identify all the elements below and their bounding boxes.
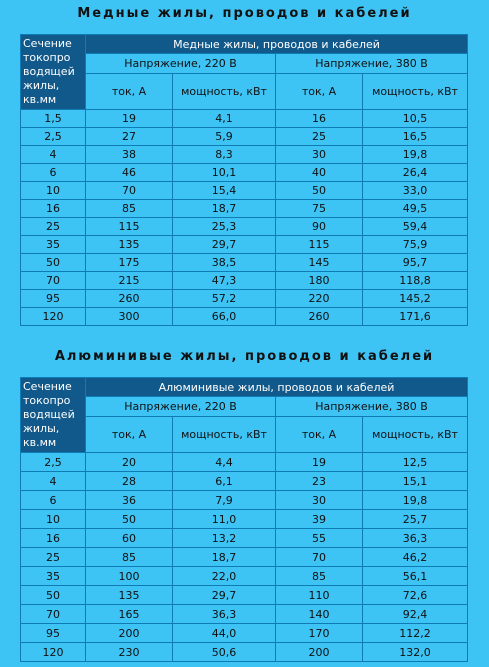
power-header: мощность, кВт	[363, 417, 467, 452]
current-220-cell: 260	[86, 290, 172, 307]
table-row	[21, 110, 467, 127]
current-380-cell: 90	[276, 218, 362, 235]
power-220-cell: 4,1	[173, 110, 275, 127]
power-220-cell: 13,2	[173, 529, 275, 547]
power-220-cell: 5,9	[173, 128, 275, 145]
cross-section-cell: 4	[21, 472, 85, 490]
table-row	[21, 491, 467, 509]
voltage-380-header: Напряжение, 380 В	[276, 397, 467, 416]
current-220-cell: 38	[86, 146, 172, 163]
power-380-cell: 59,4	[363, 218, 467, 235]
power-220-cell: 38,5	[173, 254, 275, 271]
table-row	[21, 290, 467, 307]
current-380-cell: 140	[276, 605, 362, 623]
power-380-cell: 26,4	[363, 164, 467, 181]
power-380-cell: 12,5	[363, 453, 467, 471]
current-220-cell: 27	[86, 128, 172, 145]
table-row	[21, 605, 467, 623]
current-380-cell: 39	[276, 510, 362, 528]
power-380-cell: 19,8	[363, 146, 467, 163]
table-row	[21, 510, 467, 528]
cross-section-cell: 4	[21, 146, 85, 163]
current-header: ток, А	[86, 74, 172, 109]
cross-section-cell: 16	[21, 200, 85, 217]
power-380-cell: 145,2	[363, 290, 467, 307]
current-380-cell: 85	[276, 567, 362, 585]
current-380-cell: 145	[276, 254, 362, 271]
power-380-cell: 19,8	[363, 491, 467, 509]
cross-section-cell: 95	[21, 290, 85, 307]
power-380-cell: 33,0	[363, 182, 467, 199]
power-220-cell: 25,3	[173, 218, 275, 235]
current-380-cell: 19	[276, 453, 362, 471]
power-380-cell: 10,5	[363, 110, 467, 127]
power-380-cell: 36,3	[363, 529, 467, 547]
cross-section-cell: 6	[21, 164, 85, 181]
table-row	[21, 453, 467, 471]
aluminum-table	[20, 377, 468, 662]
table-row	[21, 254, 467, 271]
current-380-cell: 55	[276, 529, 362, 547]
power-220-cell: 29,7	[173, 236, 275, 253]
cross-section-cell: 2,5	[21, 453, 85, 471]
power-380-cell: 118,8	[363, 272, 467, 289]
power-220-cell: 7,9	[173, 491, 275, 509]
current-header: ток, А	[276, 417, 362, 452]
power-380-cell: 46,2	[363, 548, 467, 566]
power-380-cell: 16,5	[363, 128, 467, 145]
current-220-cell: 28	[86, 472, 172, 490]
voltage-220-header: Напряжение, 220 В	[86, 54, 275, 73]
power-header: мощность, кВт	[173, 417, 275, 452]
table-row	[21, 567, 467, 585]
table-row	[21, 218, 467, 235]
current-220-cell: 20	[86, 453, 172, 471]
table-row	[21, 548, 467, 566]
table-row	[21, 624, 467, 642]
table-row	[21, 529, 467, 547]
power-380-cell: 25,7	[363, 510, 467, 528]
table-row	[21, 586, 467, 604]
current-380-cell: 50	[276, 182, 362, 199]
cross-section-cell: 2,5	[21, 128, 85, 145]
power-220-cell: 15,4	[173, 182, 275, 199]
current-380-cell: 220	[276, 290, 362, 307]
current-220-cell: 135	[86, 586, 172, 604]
section-header: Сечение токопро водящей жилы, кв.мм	[21, 378, 85, 452]
current-380-cell: 260	[276, 308, 362, 325]
power-220-cell: 44,0	[173, 624, 275, 642]
table-row	[21, 128, 467, 145]
current-380-cell: 200	[276, 643, 362, 661]
current-380-cell: 180	[276, 272, 362, 289]
current-220-cell: 100	[86, 567, 172, 585]
cross-section-cell: 10	[21, 182, 85, 199]
power-380-cell: 49,5	[363, 200, 467, 217]
table-main-header: Медные жилы, проводов и кабелей	[86, 35, 467, 53]
cross-section-cell: 70	[21, 272, 85, 289]
current-220-cell: 300	[86, 308, 172, 325]
power-220-cell: 50,6	[173, 643, 275, 661]
table-row	[21, 643, 467, 661]
power-380-cell: 95,7	[363, 254, 467, 271]
power-220-cell: 36,3	[173, 605, 275, 623]
cross-section-cell: 35	[21, 567, 85, 585]
power-220-cell: 10,1	[173, 164, 275, 181]
cross-section-cell: 1,5	[21, 110, 85, 127]
table-row	[21, 308, 467, 325]
current-220-cell: 46	[86, 164, 172, 181]
current-380-cell: 110	[276, 586, 362, 604]
current-220-cell: 60	[86, 529, 172, 547]
power-220-cell: 57,2	[173, 290, 275, 307]
copper-table-title: Медные жилы, проводов и кабелей	[77, 6, 412, 21]
power-220-cell: 11,0	[173, 510, 275, 528]
current-380-cell: 30	[276, 146, 362, 163]
copper-table	[20, 34, 468, 326]
power-220-cell: 22,0	[173, 567, 275, 585]
current-380-cell: 40	[276, 164, 362, 181]
power-380-cell: 72,6	[363, 586, 467, 604]
voltage-220-header: Напряжение, 220 В	[86, 397, 275, 416]
table-row	[21, 236, 467, 253]
power-380-cell: 132,0	[363, 643, 467, 661]
current-header: ток, А	[276, 74, 362, 109]
current-220-cell: 36	[86, 491, 172, 509]
current-220-cell: 175	[86, 254, 172, 271]
current-220-cell: 200	[86, 624, 172, 642]
current-380-cell: 30	[276, 491, 362, 509]
table-row	[21, 472, 467, 490]
power-220-cell: 66,0	[173, 308, 275, 325]
power-220-cell: 8,3	[173, 146, 275, 163]
cross-section-cell: 6	[21, 491, 85, 509]
table-row	[21, 200, 467, 217]
current-header: ток, А	[86, 417, 172, 452]
aluminum-table-title: Алюминивые жилы, проводов и кабелей	[54, 349, 435, 364]
current-220-cell: 230	[86, 643, 172, 661]
cross-section-cell: 16	[21, 529, 85, 547]
cross-section-cell: 10	[21, 510, 85, 528]
cross-section-cell: 35	[21, 236, 85, 253]
cross-section-cell: 25	[21, 218, 85, 235]
cross-section-cell: 50	[21, 586, 85, 604]
power-220-cell: 47,3	[173, 272, 275, 289]
power-380-cell: 92,4	[363, 605, 467, 623]
current-220-cell: 165	[86, 605, 172, 623]
current-220-cell: 135	[86, 236, 172, 253]
table-row	[21, 272, 467, 289]
current-380-cell: 16	[276, 110, 362, 127]
current-220-cell: 70	[86, 182, 172, 199]
current-380-cell: 75	[276, 200, 362, 217]
power-380-cell: 75,9	[363, 236, 467, 253]
power-220-cell: 18,7	[173, 200, 275, 217]
current-220-cell: 19	[86, 110, 172, 127]
current-380-cell: 70	[276, 548, 362, 566]
power-220-cell: 18,7	[173, 548, 275, 566]
table-row	[21, 146, 467, 163]
cross-section-cell: 50	[21, 254, 85, 271]
current-220-cell: 85	[86, 548, 172, 566]
table-row	[21, 182, 467, 199]
current-220-cell: 50	[86, 510, 172, 528]
power-380-cell: 56,1	[363, 567, 467, 585]
cross-section-cell: 25	[21, 548, 85, 566]
table-row	[21, 164, 467, 181]
current-220-cell: 85	[86, 200, 172, 217]
current-380-cell: 115	[276, 236, 362, 253]
power-header: мощность, кВт	[173, 74, 275, 109]
power-220-cell: 29,7	[173, 586, 275, 604]
cross-section-cell: 95	[21, 624, 85, 642]
cross-section-cell: 120	[21, 643, 85, 661]
cross-section-cell: 120	[21, 308, 85, 325]
current-220-cell: 115	[86, 218, 172, 235]
power-380-cell: 112,2	[363, 624, 467, 642]
table-main-header: Алюминивые жилы, проводов и кабелей	[86, 378, 467, 396]
current-220-cell: 215	[86, 272, 172, 289]
voltage-380-header: Напряжение, 380 В	[276, 54, 467, 73]
power-220-cell: 4,4	[173, 453, 275, 471]
power-380-cell: 171,6	[363, 308, 467, 325]
power-220-cell: 6,1	[173, 472, 275, 490]
current-380-cell: 25	[276, 128, 362, 145]
section-header: Сечение токопро водящей жилы, кв.мм	[21, 35, 85, 109]
current-380-cell: 170	[276, 624, 362, 642]
power-380-cell: 15,1	[363, 472, 467, 490]
cross-section-cell: 70	[21, 605, 85, 623]
current-380-cell: 23	[276, 472, 362, 490]
power-header: мощность, кВт	[363, 74, 467, 109]
